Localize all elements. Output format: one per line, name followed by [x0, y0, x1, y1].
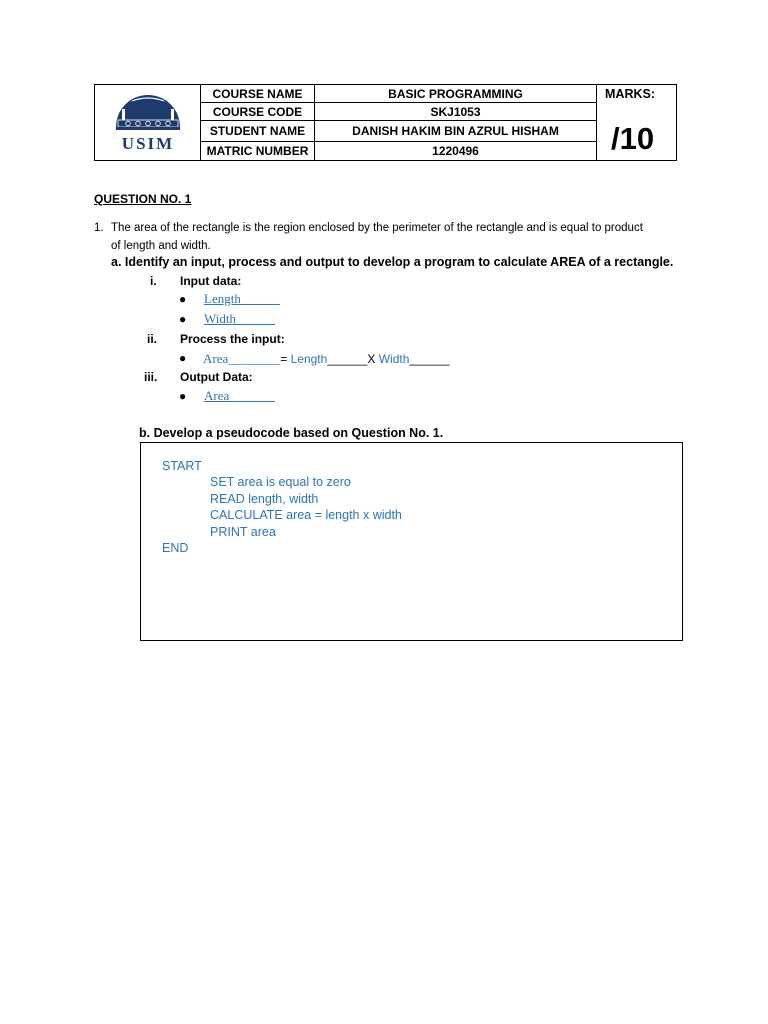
- course-name-label: COURSE NAME: [201, 85, 315, 103]
- pseudocode-start: START: [162, 459, 202, 473]
- pseudocode-line: PRINT area: [210, 525, 276, 539]
- process-x: X: [367, 352, 379, 366]
- marks-label: MARKS:: [605, 87, 655, 101]
- course-name-value: BASIC PROGRAMMING: [315, 85, 597, 103]
- pseudocode-end: END: [162, 541, 189, 555]
- bullet-icon: ●: [179, 312, 187, 326]
- process-label: Process the input:: [180, 332, 285, 346]
- process-length: Length: [290, 352, 328, 366]
- input-item-length: Length______: [204, 291, 280, 306]
- marks-cell: [597, 85, 677, 161]
- logo-cell: [95, 85, 201, 161]
- question-text: [94, 219, 654, 255]
- pseudocode-line: SET area is equal to zero: [210, 475, 351, 489]
- marks-value: /10: [611, 121, 655, 156]
- svg-text:USIM: USIM: [121, 134, 174, 153]
- input-item-width: Width______: [204, 311, 275, 326]
- process-area: Area________: [203, 351, 281, 366]
- question-number: 1.: [94, 222, 104, 234]
- question-title: QUESTION NO. 1: [94, 192, 192, 206]
- student-name-label: STUDENT NAME: [201, 121, 315, 141]
- input-roman: i.: [150, 274, 157, 288]
- input-label: Input data:: [180, 274, 242, 288]
- question-body: The area of the rectangle is the region enclosed by the perimeter of the rectangle and is equal to product of length and width.: [111, 222, 643, 252]
- matric-number-label: MATRIC NUMBER: [201, 141, 315, 160]
- matric-number-value: 1220496: [315, 141, 597, 160]
- usim-logo-icon: [108, 87, 188, 155]
- bullet-icon: ●: [179, 389, 187, 403]
- part-a-text: a. Identify an input, process and output to develop a program to calculate AREA of a rectangle.: [111, 255, 674, 269]
- bullet-icon: ●: [179, 351, 187, 365]
- process-width: Width: [378, 352, 410, 366]
- header-table: [94, 84, 677, 161]
- process-eq: =: [280, 352, 291, 366]
- pseudocode-line: READ length, width: [210, 492, 319, 506]
- student-name-value: DANISH HAKIM BIN AZRUL HISHAM: [315, 121, 597, 141]
- part-b-text: b. Develop a pseudocode based on Question No. 1.: [139, 426, 444, 440]
- pseudocode-line: CALCULATE area = length x width: [210, 508, 402, 522]
- output-label: Output Data:: [180, 370, 253, 384]
- process-formula: [203, 350, 449, 368]
- output-roman: iii.: [144, 370, 158, 384]
- process-roman: ii.: [147, 332, 158, 346]
- bullet-icon: ●: [179, 292, 187, 306]
- course-code-value: SKJ1053: [315, 103, 597, 121]
- process-blank: ______: [327, 352, 368, 366]
- process-blank: ______: [409, 352, 450, 366]
- course-code-label: COURSE CODE: [201, 103, 315, 121]
- pseudocode-box: [140, 442, 683, 641]
- output-item-area: Area_______: [204, 388, 275, 403]
